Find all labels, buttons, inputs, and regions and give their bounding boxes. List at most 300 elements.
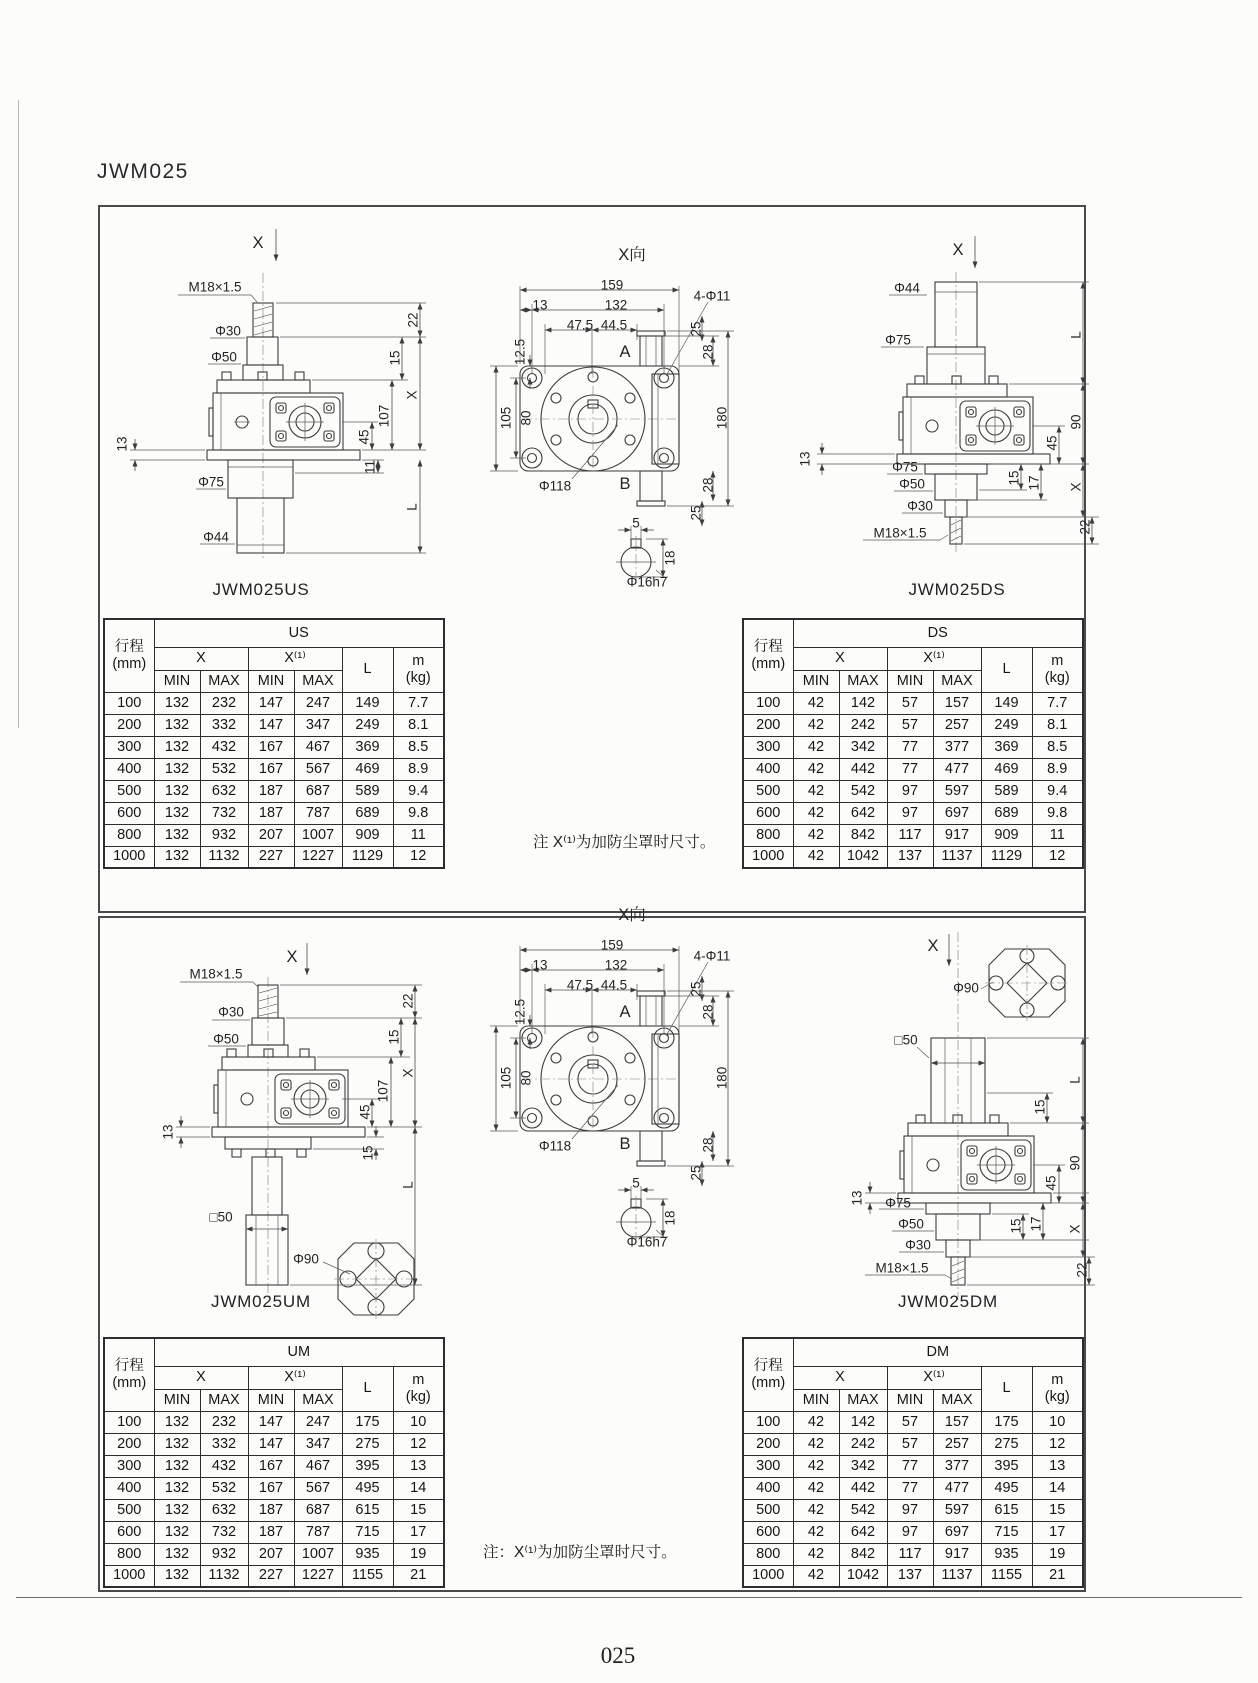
dim-label: Φ30 <box>905 1237 931 1253</box>
table-cell: 909 <box>342 824 393 846</box>
dim-label: 15 <box>1006 470 1022 486</box>
table-cell: 8.5 <box>1032 736 1083 758</box>
table-cell: 10 <box>393 1411 444 1433</box>
table-cell: 532 <box>200 758 248 780</box>
dim-label: 132 <box>604 957 628 973</box>
table-cell: 13 <box>1032 1455 1083 1477</box>
table-cell: 77 <box>887 1477 933 1499</box>
table-cell: 42 <box>793 1543 839 1565</box>
dim-label: 28 <box>700 344 716 360</box>
table-cell: 697 <box>933 1521 981 1543</box>
dim-label: X向 <box>618 905 646 924</box>
dim-label: M18×1.5 <box>873 525 927 541</box>
col-header-minmax: MAX <box>294 670 342 692</box>
col-header-x: X <box>793 647 887 670</box>
table-cell: 300 <box>104 1455 154 1477</box>
table-cell: 369 <box>342 736 393 758</box>
col-header-minmax: MAX <box>200 670 248 692</box>
dim-label: 13 <box>849 1190 865 1206</box>
table-cell: 600 <box>743 802 793 824</box>
table-cell: 227 <box>248 846 294 868</box>
dim-label: 159 <box>600 937 624 953</box>
table-cell: 207 <box>248 1543 294 1565</box>
table-cell: 242 <box>839 714 887 736</box>
table-cell: 117 <box>887 1543 933 1565</box>
table-cell: 432 <box>200 736 248 758</box>
table-cell: 1007 <box>294 824 342 846</box>
dim-label: 107 <box>375 1079 391 1103</box>
um-drawing-graphic <box>110 885 440 1340</box>
table-cell: 10 <box>1032 1411 1083 1433</box>
table-row <box>743 736 1083 758</box>
table-cell: 300 <box>743 736 793 758</box>
table-cell: 589 <box>342 780 393 802</box>
note-bottom: 注：X⁽¹⁾为加防尘罩时尺寸。 <box>483 1544 677 1561</box>
table-dm <box>742 1337 1084 1588</box>
dim-label: Φ50 <box>899 476 925 492</box>
table-cell: 157 <box>933 692 981 714</box>
table-cell: 132 <box>154 1565 200 1587</box>
table-cell: 57 <box>887 714 933 736</box>
dim-label: L <box>1067 1076 1083 1084</box>
table-cell: 132 <box>154 736 200 758</box>
dim-label: 25 <box>688 505 704 521</box>
table-cell: 132 <box>154 846 200 868</box>
table-cell: 13 <box>393 1455 444 1477</box>
page-number: 025 <box>600 1643 636 1668</box>
table-row <box>104 714 444 736</box>
col-header-minmax: MAX <box>294 1389 342 1411</box>
table-row <box>104 736 444 758</box>
table-cell: 12 <box>1032 846 1083 868</box>
table-cell: 249 <box>342 714 393 736</box>
dim-label: 17 <box>1028 1216 1044 1232</box>
table-cell: 8.1 <box>1032 714 1083 736</box>
col-header-minmax: MAX <box>933 1389 981 1411</box>
dim-label: 15 <box>360 1145 376 1161</box>
table-cell: 589 <box>981 780 1032 802</box>
caption-us: JWM025US <box>212 580 310 599</box>
dim-label: Φ44 <box>894 280 920 296</box>
table-cell: 395 <box>981 1455 1032 1477</box>
dim-label: 12.5 <box>512 998 528 1026</box>
dim-label: 105 <box>498 406 514 430</box>
table-cell: 932 <box>200 1543 248 1565</box>
col-header-minmax: MIN <box>793 1389 839 1411</box>
dim-label: 132 <box>604 297 628 313</box>
table-cell: 687 <box>294 1499 342 1521</box>
col-header-stroke: 行程 (mm) <box>104 619 154 692</box>
dim-label: 5 <box>632 1175 640 1191</box>
dim-label: 28 <box>700 1004 716 1020</box>
dim-label: Φ50 <box>213 1031 239 1047</box>
table-cell: 8.5 <box>393 736 444 758</box>
dim-label: 45 <box>1043 1175 1059 1191</box>
table-cell: 132 <box>154 1411 200 1433</box>
dim-label: Φ30 <box>907 498 933 514</box>
table-cell: 9.4 <box>1032 780 1083 802</box>
table-cell: 275 <box>342 1433 393 1455</box>
col-header-m: m (kg) <box>393 647 444 692</box>
col-header-l: L <box>342 1366 393 1411</box>
table-cell: 132 <box>154 1455 200 1477</box>
table-cell: 1132 <box>200 1565 248 1587</box>
table-row <box>104 1477 444 1499</box>
dim-label: 15 <box>1008 1218 1024 1234</box>
table-cell: 615 <box>981 1499 1032 1521</box>
table-cell: 132 <box>154 1543 200 1565</box>
dim-label: Φ118 <box>538 1138 572 1154</box>
dim-label: 15 <box>386 1029 402 1045</box>
table-cell: 800 <box>743 824 793 846</box>
table-cell: 200 <box>104 1433 154 1455</box>
col-header-x1: X⁽¹⁾ <box>887 1366 981 1389</box>
note-top: 注 X⁽¹⁾为加防尘罩时尺寸。 <box>533 834 716 851</box>
table-cell: 132 <box>154 758 200 780</box>
table-cell: 242 <box>839 1433 887 1455</box>
dim-label: A <box>619 1002 631 1021</box>
dim-label: Φ75 <box>885 332 911 348</box>
table-cell: 12 <box>393 1433 444 1455</box>
table-cell: 97 <box>887 780 933 802</box>
table-cell: 369 <box>981 736 1032 758</box>
table-cell: 200 <box>104 714 154 736</box>
table-cell: 909 <box>981 824 1032 846</box>
drawing-um-side-view <box>110 885 440 1340</box>
table-cell: 495 <box>981 1477 1032 1499</box>
table-cell: 12 <box>1032 1433 1083 1455</box>
table-cell: 600 <box>743 1521 793 1543</box>
table-cell: 257 <box>933 1433 981 1455</box>
table-cell: 567 <box>294 1477 342 1499</box>
table-cell: 632 <box>200 1499 248 1521</box>
table-cell: 732 <box>200 1521 248 1543</box>
table-cell: 400 <box>104 1477 154 1499</box>
dim-label: 22 <box>1074 1262 1090 1278</box>
table-cell: 842 <box>839 824 887 846</box>
table-cell: 12 <box>393 846 444 868</box>
table-cell: 57 <box>887 1433 933 1455</box>
table-cell: 97 <box>887 1499 933 1521</box>
table-cell: 167 <box>248 736 294 758</box>
table-row <box>104 1499 444 1521</box>
dim-label: Φ75 <box>198 474 224 490</box>
table-cell: 19 <box>1032 1543 1083 1565</box>
table-cell: 42 <box>793 846 839 868</box>
table-cell: 442 <box>839 758 887 780</box>
col-header-minmax: MAX <box>200 1389 248 1411</box>
table-cell: 97 <box>887 802 933 824</box>
table-cell: 342 <box>839 736 887 758</box>
table-cell: 932 <box>200 824 248 846</box>
table-cell: 100 <box>743 1411 793 1433</box>
dim-label: X <box>252 233 264 252</box>
drawing-us-side-view <box>110 215 440 565</box>
table-cell: 300 <box>104 736 154 758</box>
table-cell: 137 <box>887 846 933 868</box>
us-drawing-graphic <box>110 215 440 565</box>
col-header-minmax: MAX <box>933 670 981 692</box>
dim-label: Φ16h7 <box>626 1234 668 1250</box>
table-cell: 21 <box>1032 1565 1083 1587</box>
table-cell: 200 <box>743 1433 793 1455</box>
table-cell: 800 <box>104 824 154 846</box>
table-cell: 42 <box>793 692 839 714</box>
table-cell: 249 <box>981 714 1032 736</box>
dim-label: 159 <box>600 277 624 293</box>
dim-label: 47.5 <box>566 977 594 993</box>
table-cell: 935 <box>981 1543 1032 1565</box>
table-row <box>104 780 444 802</box>
col-header-l: L <box>981 647 1032 692</box>
table-cell: 332 <box>200 1433 248 1455</box>
dim-label: Φ16h7 <box>626 574 668 590</box>
table-row <box>104 802 444 824</box>
table-cell: 42 <box>793 1521 839 1543</box>
dim-label: 28 <box>700 477 716 493</box>
table-cell: 132 <box>154 714 200 736</box>
table-row <box>104 758 444 780</box>
dim-label: 18 <box>662 550 678 566</box>
table-cell: 77 <box>887 736 933 758</box>
col-header-x1: X⁽¹⁾ <box>248 1366 342 1389</box>
table-cell: 42 <box>793 1477 839 1499</box>
table-cell: 300 <box>743 1455 793 1477</box>
table-cell: 57 <box>887 1411 933 1433</box>
table-row <box>743 780 1083 802</box>
table-cell: 500 <box>743 1499 793 1521</box>
dim-label: 17 <box>1026 475 1042 491</box>
table-cell: 1000 <box>104 1565 154 1587</box>
dim-label: Φ50 <box>211 349 237 365</box>
dim-label: 15 <box>387 350 403 366</box>
table-row <box>743 692 1083 714</box>
table-cell: 597 <box>933 1499 981 1521</box>
table-row <box>743 1543 1083 1565</box>
dim-label: M18×1.5 <box>189 966 243 982</box>
table-cell: 377 <box>933 736 981 758</box>
table-cell: 42 <box>793 736 839 758</box>
col-header-m: m (kg) <box>1032 647 1083 692</box>
table-cell: 642 <box>839 1521 887 1543</box>
dim-label: Φ30 <box>215 323 241 339</box>
dim-label: 90 <box>1068 414 1084 430</box>
table-cell: 257 <box>933 714 981 736</box>
caption-dm: JWM025DM <box>898 1292 998 1311</box>
table-cell: 132 <box>154 1433 200 1455</box>
dim-label: B <box>619 474 631 493</box>
table-cell: 1137 <box>933 1565 981 1587</box>
dim-label: □50 <box>894 1032 918 1048</box>
table-cell: 42 <box>793 1433 839 1455</box>
table-row <box>743 824 1083 846</box>
table-cell: 42 <box>793 1499 839 1521</box>
dim-label: X <box>1067 1224 1083 1234</box>
table-cell: 17 <box>1032 1521 1083 1543</box>
table-cell: 632 <box>200 780 248 802</box>
table-cell: 495 <box>342 1477 393 1499</box>
dim-label: 45 <box>357 1104 373 1120</box>
dim-label: 80 <box>518 1070 534 1086</box>
table-cell: 11 <box>1032 824 1083 846</box>
table-cell: 157 <box>933 1411 981 1433</box>
table-cell: 532 <box>200 1477 248 1499</box>
col-header-x: X <box>793 1366 887 1389</box>
dim-label: Φ44 <box>203 529 229 545</box>
table-cell: 100 <box>104 692 154 714</box>
table-cell: 149 <box>981 692 1032 714</box>
table-cell: 787 <box>294 802 342 824</box>
table-cell: 132 <box>154 692 200 714</box>
table-cell: 1227 <box>294 1565 342 1587</box>
table-row <box>104 824 444 846</box>
table-cell: 1155 <box>342 1565 393 1587</box>
table-cell: 1129 <box>981 846 1032 868</box>
table-cell: 167 <box>248 1455 294 1477</box>
dim-label: M18×1.5 <box>188 279 242 295</box>
table-cell: 15 <box>393 1499 444 1521</box>
table-cell: 142 <box>839 692 887 714</box>
table-row <box>743 1521 1083 1543</box>
table-cell: 715 <box>342 1521 393 1543</box>
table-cell: 247 <box>294 692 342 714</box>
table-cell: 689 <box>342 802 393 824</box>
table-cell: 500 <box>743 780 793 802</box>
col-header-minmax: MIN <box>154 1389 200 1411</box>
table-cell: 97 <box>887 1521 933 1543</box>
table-cell: 132 <box>154 780 200 802</box>
table-cell: 1137 <box>933 846 981 868</box>
col-header-minmax: MIN <box>887 1389 933 1411</box>
table-cell: 132 <box>154 1499 200 1521</box>
dim-label: B <box>619 1134 631 1153</box>
table-us <box>103 618 445 869</box>
table-cell: 132 <box>154 1521 200 1543</box>
table-cell: 187 <box>248 780 294 802</box>
table-cell: 187 <box>248 1499 294 1521</box>
table-cell: 7.7 <box>393 692 444 714</box>
table-cell: 715 <box>981 1521 1032 1543</box>
table-cell: 642 <box>839 802 887 824</box>
table-cell: 342 <box>839 1455 887 1477</box>
dim-label: 105 <box>498 1066 514 1090</box>
table-cell: 175 <box>981 1411 1032 1433</box>
drawing-xview-bottom <box>460 888 750 1253</box>
dim-label: 180 <box>714 1066 730 1090</box>
dim-label: Φ90 <box>293 1251 319 1267</box>
table-cell: 187 <box>248 1521 294 1543</box>
col-header-x1: X⁽¹⁾ <box>248 647 342 670</box>
margin-rule <box>18 100 19 728</box>
dim-label: 44.5 <box>600 317 628 333</box>
table-cell: 1129 <box>342 846 393 868</box>
dim-label: 13 <box>532 297 548 313</box>
table-cell: 207 <box>248 824 294 846</box>
table-cell: 57 <box>887 692 933 714</box>
table-row <box>743 802 1083 824</box>
col-header-m: m (kg) <box>393 1366 444 1411</box>
table-cell: 332 <box>200 714 248 736</box>
table-cell: 1042 <box>839 1565 887 1587</box>
table-cell: 7.7 <box>1032 692 1083 714</box>
table-row <box>104 1565 444 1587</box>
table-cell: 147 <box>248 714 294 736</box>
table-row <box>104 1455 444 1477</box>
table-cell: 100 <box>104 1411 154 1433</box>
table-cell: 347 <box>294 714 342 736</box>
table-cell: 42 <box>793 802 839 824</box>
table-cell: 132 <box>154 1477 200 1499</box>
dim-label: 13 <box>532 957 548 973</box>
table-row <box>104 1411 444 1433</box>
table-cell: 42 <box>793 780 839 802</box>
table-cell: 100 <box>743 692 793 714</box>
table-cell: 432 <box>200 1455 248 1477</box>
table-cell: 469 <box>342 758 393 780</box>
dim-label: 11 <box>362 459 378 475</box>
table-cell: 1007 <box>294 1543 342 1565</box>
dim-label: 22 <box>400 993 416 1009</box>
table-cell: 42 <box>793 714 839 736</box>
dim-label: 4-Φ11 <box>693 948 731 964</box>
dim-label: 12.5 <box>512 338 528 366</box>
table-cell: 175 <box>342 1411 393 1433</box>
table-row <box>743 1477 1083 1499</box>
dim-label: 25 <box>688 981 704 997</box>
table-cell: 600 <box>104 802 154 824</box>
table-um <box>103 1337 445 1588</box>
ds-drawing-graphic <box>795 222 1095 557</box>
col-header-m: m (kg) <box>1032 1366 1083 1411</box>
table-cell: 467 <box>294 1455 342 1477</box>
col-header-x: X <box>154 1366 248 1389</box>
table-cell: 347 <box>294 1433 342 1455</box>
footer-rule <box>16 1597 1242 1598</box>
table-cell: 9.4 <box>393 780 444 802</box>
col-header-minmax: MIN <box>248 1389 294 1411</box>
table-cell: 935 <box>342 1543 393 1565</box>
table-cell: 597 <box>933 780 981 802</box>
dim-label: 107 <box>376 404 392 428</box>
dim-label: Φ75 <box>892 459 918 475</box>
drawing-xview-top <box>460 228 750 593</box>
table-row <box>743 1433 1083 1455</box>
col-header-x1: X⁽¹⁾ <box>887 647 981 670</box>
dim-label: Φ50 <box>898 1216 924 1232</box>
table-ds <box>742 618 1084 869</box>
dim-label: 13 <box>114 436 130 452</box>
table-cell: 149 <box>342 692 393 714</box>
dim-label: 25 <box>688 1165 704 1181</box>
table-cell: 1000 <box>743 846 793 868</box>
col-header-stroke: 行程 (mm) <box>104 1338 154 1411</box>
dim-label: 44.5 <box>600 977 628 993</box>
table-cell: 500 <box>104 780 154 802</box>
table-cell: 147 <box>248 1411 294 1433</box>
table-cell: 147 <box>248 692 294 714</box>
drawing-dm-side-view <box>795 888 1095 1333</box>
table-cell: 9.8 <box>1032 802 1083 824</box>
table-cell: 542 <box>839 780 887 802</box>
col-header-x: X <box>154 647 248 670</box>
dim-label: X <box>404 390 420 400</box>
table-cell: 800 <box>104 1543 154 1565</box>
table-cell: 137 <box>887 1565 933 1587</box>
table-model-header: DM <box>793 1338 1083 1366</box>
caption-um: JWM025UM <box>211 1292 311 1311</box>
table-cell: 469 <box>981 758 1032 780</box>
table-row <box>743 846 1083 868</box>
